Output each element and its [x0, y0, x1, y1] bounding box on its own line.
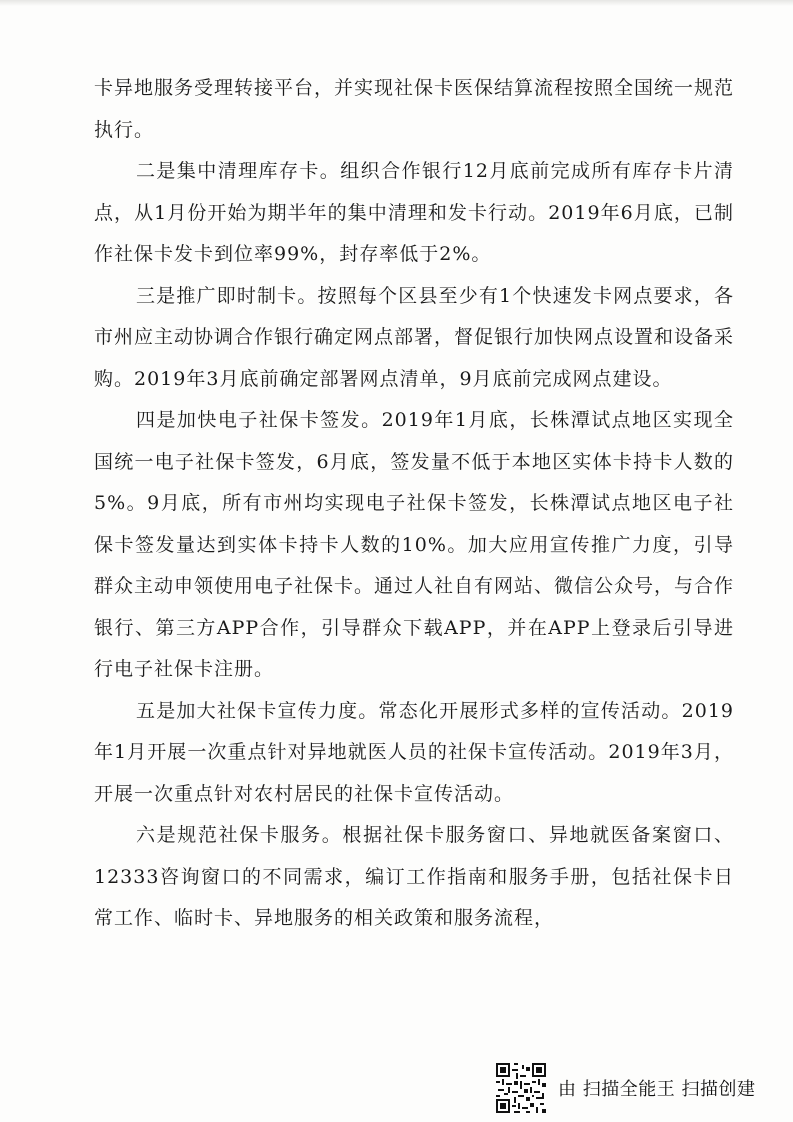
scanner-watermark	[496, 1060, 755, 1116]
scanner-watermark-text: 由 扫描全能王 扫描创建	[558, 1079, 756, 1100]
document-body	[94, 68, 734, 940]
paragraph-item-2: 二是集中清理库存卡。组织合作银行12月底前完成所有库存卡片清点，从1月份开始为期半年的集中清理和发卡行动。2019年6月底，已制作社保卡发卡到位率99%，封存率低于2%。	[94, 160, 734, 265]
paragraph-item-5: 五是加大社保卡宣传力度。常态化开展形式多样的宣传活动。2019年1月开展一次重点针对异地就医人员的社保卡宣传活动。2019年3月，开展一次重点针对农村居民的社保卡宣传活动。	[94, 699, 734, 805]
qr-code-icon	[496, 1063, 546, 1113]
paragraph-continuation: 卡异地服务受理转接平台，并实现社保卡医保结算流程按照全国统一规范执行。	[94, 77, 735, 141]
paragraph-item-3: 三是推广即时制卡。按照每个区县至少有1个快速发卡网点要求，各市州应主动协调合作银行确定网点部署，督促银行加快网点设置和设备采购。2019年3月底前确定部署网点清单，9月底前完成网点建设。	[94, 284, 735, 390]
paragraph-item-4: 四是加快电子社保卡签发。2019年1月底，长株潭试点地区实现全国统一电子社保卡签发，6月底，签发量不低于本地区实体卡持卡人数的5%。9月底，所有市州均实现电子社保卡签发，长株潭试点地区电子社保卡签发量达到实体卡持卡人数的10%。加大应用宣传推广力度，引导群众主动申领使用电子社保卡。通过人社自有网站、微信公众号，与合作银行、第三方APP合作，引导群众下载APP，并在APP上登录后引导进行电子社保卡注册。	[94, 409, 735, 680]
scan-edge-shadow	[0, 0, 793, 6]
paragraph-item-6: 六是规范社保卡服务。根据社保卡服务窗口、异地就医备案窗口、12333咨询窗口的不同需求，编订工作指南和服务手册，包括社保卡日常工作、临时卡、异地服务的相关政策和服务流程，	[94, 824, 734, 929]
